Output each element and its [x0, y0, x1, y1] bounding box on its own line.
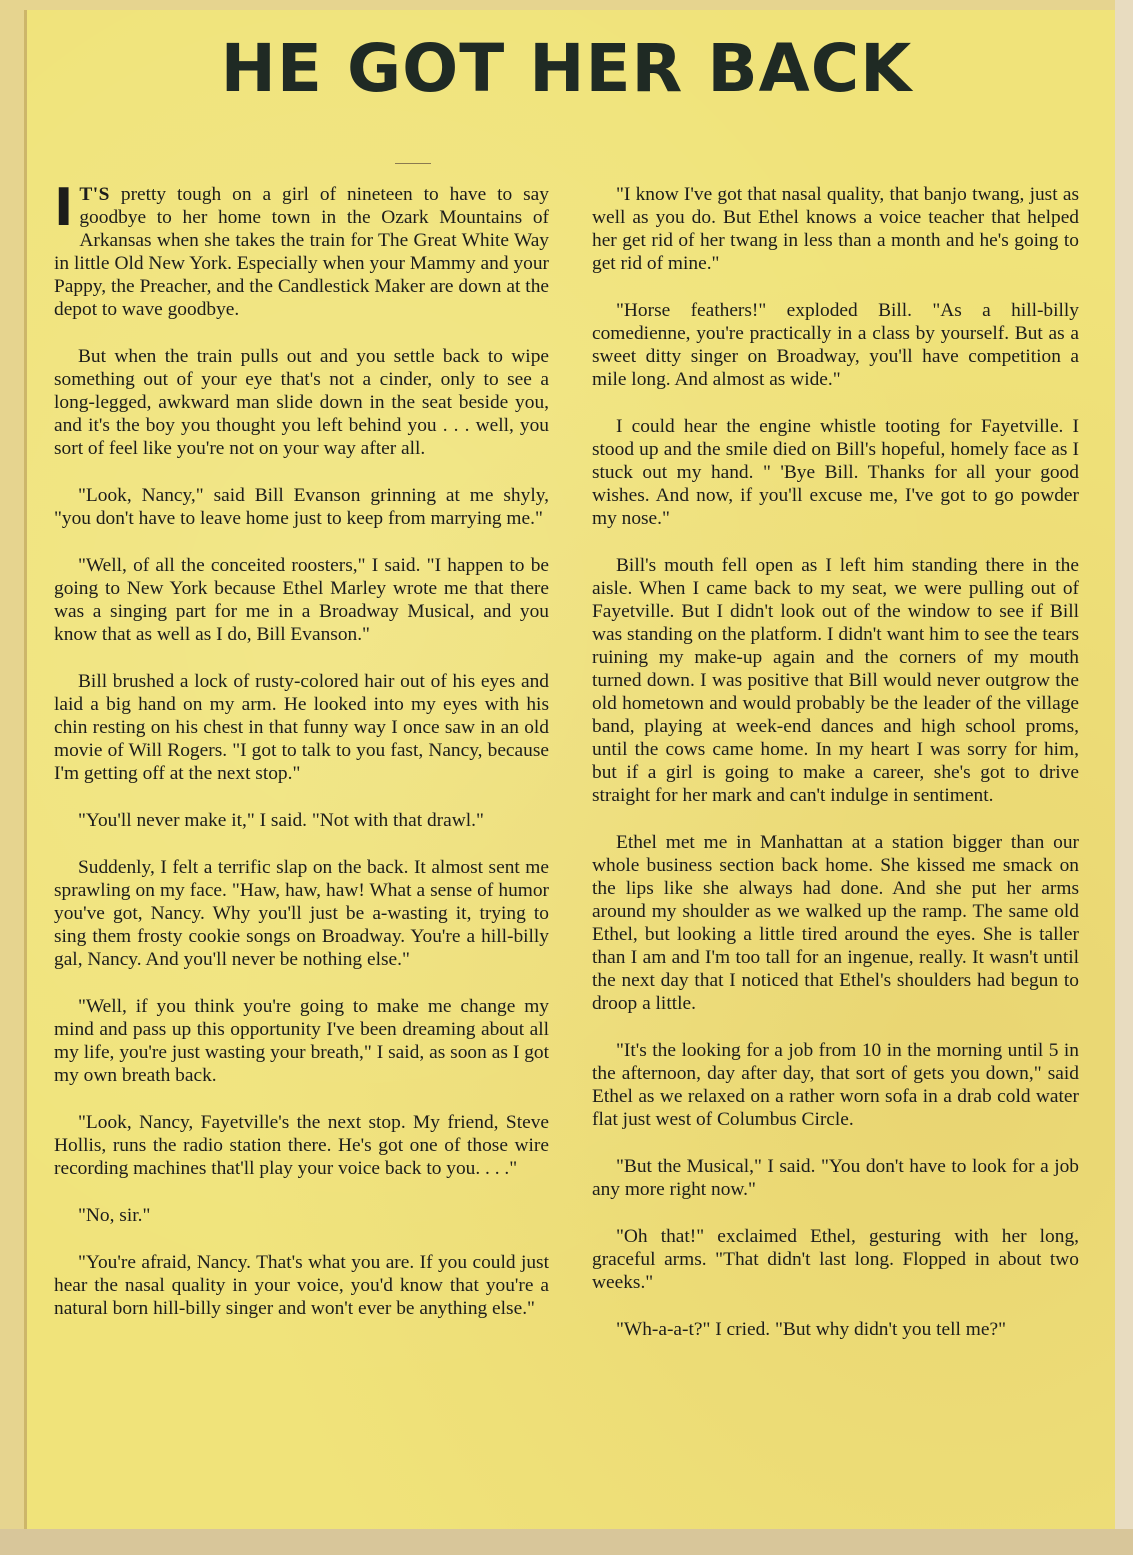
lead-caps: T'S	[79, 184, 110, 205]
paragraph: "Oh that!" exclaimed Ethel, gesturing with her long, graceful arms. "That didn't last long. Flopped in about two weeks."	[592, 1226, 1079, 1293]
paragraph: I could hear the engine whistle tooting for Fayetville. I stood up and the smile died on Bill's hopeful, homely face as I stuck out my hand. " 'Bye Bill. Thanks for all your good wishes. And now, if you'll excuse me, I've got to go powder my nose."	[592, 416, 1079, 529]
paragraph: "You'll never make it," I said. "Not with that drawl."	[78, 810, 484, 831]
paragraph: Bill's mouth fell open as I left him standing there in the aisle. When I came back to my seat, we were pulling out of Fayetville. But I didn't look out of the window to see if Bill was standing on the platform. I didn't want him to see the tears ruining my make-up again and the corners of my mouth turned down. I was positive that Bill would never outgrow the old hometown and would probably be the leader of the village band, playing at week-end dances and high school proms, until the cows came home. In my heart I was sorry for him, but if a girl is going to make a career, she's got to drive straight for her mark and can't indulge in sentiment.	[592, 555, 1079, 806]
story-title: HE GOT HER BACK	[220, 30, 913, 107]
paragraph: But when the train pulls out and you settle back to wipe something out of your eye that's not a cinder, only to see a long-legged, awkward man slide down in the seat beside you, and it's the boy you thought you left behind you . . . well, you sort of feel like you're not on your way after all.	[54, 346, 549, 459]
paragraph: "Well, if you think you're going to make me change my mind and pass up this opportunity I've been dreaming about all my life, you're just wasting your breath," I said, as soon as I got my own breath back.	[54, 996, 549, 1086]
page-edge-right	[1115, 0, 1133, 1555]
opening-paragraph	[54, 178, 549, 321]
title-divider	[395, 163, 431, 164]
paragraph: "Well, of all the conceited roosters," I said. "I happen to be going to New York because Ethel Marley wrote me that there was a singing part for me in a Broadway Musical, and you know that as well as I do, Bill Evanson."	[54, 555, 549, 645]
drop-cap: I	[54, 178, 74, 238]
paragraph: Suddenly, I felt a terrific slap on the back. It almost sent me sprawling on my face. "Haw, haw, haw! What a sense of humor you've got, Nancy. Why you'll just be a-wasting it, trying to sing them frosty cookie songs on Broadway. You're a hill-billy gal, Nancy. And you'll never be nothing else."	[54, 857, 549, 970]
page-edge-bottom	[0, 1529, 1133, 1555]
paragraph: "Look, Nancy," said Bill Evanson grinning at me shyly, "you don't have to leave home just to keep from marrying me."	[54, 485, 549, 529]
right-column	[592, 183, 1079, 1365]
paragraph: "But the Musical," I said. "You don't have to look for a job any more right now."	[592, 1156, 1079, 1200]
paragraph: "Horse feathers!" exploded Bill. "As a hill-billy comedienne, you're practically in a class by yourself. But as a sweet ditty singer on Broadway, you'll have competition a mile long. And almost as wide."	[592, 300, 1079, 390]
paragraph: "I know I've got that nasal quality, that banjo twang, just as well as you do. But Ethel knows a voice teacher that helped her get rid of her twang in less than a month and he's going to get rid of mine."	[592, 184, 1079, 274]
paragraph: "Wh-a-a-t?" I cried. "But why didn't you tell me?"	[616, 1319, 1006, 1340]
paragraph: "It's the looking for a job from 10 in the morning until 5 in the afternoon, day after day, that sort of gets you down," said Ethel as we relaxed on a rather worn sofa in a drab cold water flat just west of Columbus Circle.	[592, 1040, 1079, 1130]
paragraph: "Look, Nancy, Fayetville's the next stop. My friend, Steve Hollis, runs the radio station there. He's got one of those wire recording machines that'll play your voice back to you. . . ."	[54, 1112, 549, 1179]
paragraph: Ethel met me in Manhattan at a station bigger than our whole business section back home. She kissed me smack on the lips like she always had done. And she put her arms around my shoulder as we walked up the ramp. The same old Ethel, but looking a little tired around the eyes. She is taller than I am and I'm too tall for an ingenue, really. It wasn't until the next day that I noticed that Ethel's shoulders had begun to droop a little.	[592, 832, 1079, 1014]
paragraph: Bill brushed a lock of rusty-colored hair out of his eyes and laid a big hand on my arm. He looked into my eyes with his chin resting on his chest in that funny way I once saw in an old movie of Will Rogers. "I got to talk to you fast, Nancy, because I'm getting off at the next stop."	[54, 671, 549, 784]
lead-text: pretty tough on a girl of nineteen to have to say goodbye to her home town in the Ozark Mountains of Arkansas when she takes the train for The Great White Way in little Old New York. Especially when your Mammy and your Pappy, the Preacher, and the Candlestick Maker are down at the depot to wave goodbye.	[54, 184, 549, 320]
left-column	[54, 178, 549, 1344]
paragraph: "You're afraid, Nancy. That's what you are. If you could just hear the nasal quality in your voice, you'd know that you're a natural born hill-billy singer and won't ever be anything else."	[54, 1252, 549, 1319]
paragraph: "No, sir."	[78, 1205, 151, 1226]
